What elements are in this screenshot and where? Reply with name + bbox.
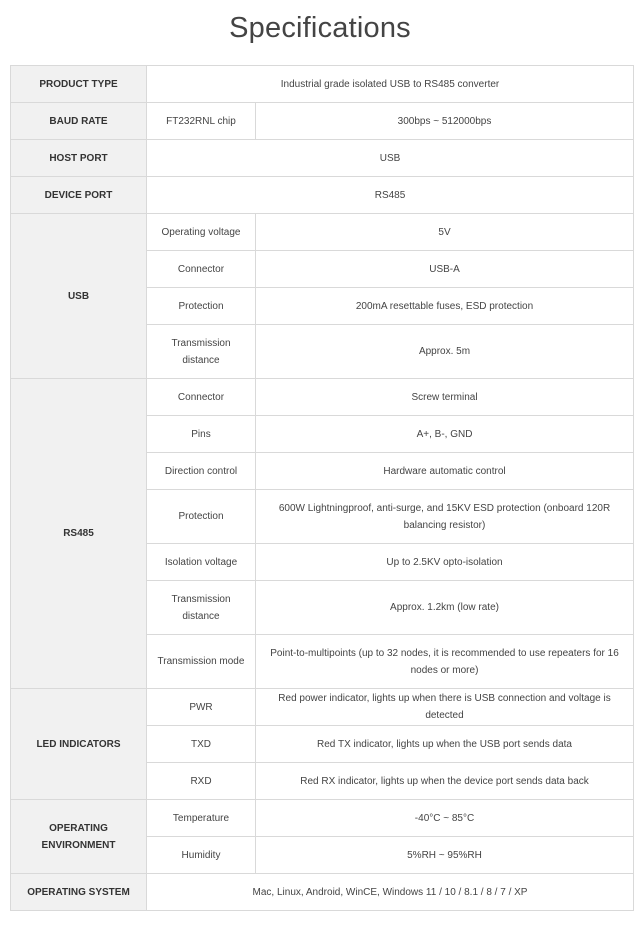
table-row bbox=[11, 874, 634, 911]
table-row bbox=[11, 214, 634, 251]
rs485-item-value: Approx. 1.2km (low rate) bbox=[256, 581, 634, 635]
usb-item-name: Connector bbox=[147, 251, 256, 288]
baud-rate-value: 300bps ~ 512000bps bbox=[256, 103, 634, 140]
usb-item-name: Transmission distance bbox=[147, 325, 256, 379]
row-header-rs485: RS485 bbox=[11, 379, 147, 689]
row-header-led-indicators: LED INDICATORS bbox=[11, 689, 147, 800]
usb-item-value: 200mA resettable fuses, ESD protection bbox=[256, 288, 634, 325]
usb-item-value: USB-A bbox=[256, 251, 634, 288]
table-row bbox=[11, 103, 634, 140]
table-row bbox=[11, 379, 634, 416]
row-header-operating-system: OPERATING SYSTEM bbox=[11, 874, 147, 911]
product-type-value: Industrial grade isolated USB to RS485 converter bbox=[147, 66, 634, 103]
rs485-item-name: Transmission distance bbox=[147, 581, 256, 635]
rs485-item-value: Screw terminal bbox=[256, 379, 634, 416]
rs485-item-value: Point-to-multipoints (up to 32 nodes, it is recommended to use repeaters for 16 nodes or more) bbox=[256, 635, 634, 689]
usb-item-name: Protection bbox=[147, 288, 256, 325]
led-item-value: Red RX indicator, lights up when the device port sends data back bbox=[256, 763, 634, 800]
rs485-item-value: Hardware automatic control bbox=[256, 453, 634, 490]
row-header-baud-rate: BAUD RATE bbox=[11, 103, 147, 140]
usb-item-value: Approx. 5m bbox=[256, 325, 634, 379]
specifications-table bbox=[10, 65, 634, 911]
led-item-value: Red TX indicator, lights up when the USB port sends data bbox=[256, 726, 634, 763]
environment-item-name: Temperature bbox=[147, 800, 256, 837]
table-row bbox=[11, 177, 634, 214]
led-item-name: PWR bbox=[147, 689, 256, 726]
row-header-device-port: DEVICE PORT bbox=[11, 177, 147, 214]
environment-item-name: Humidity bbox=[147, 837, 256, 874]
rs485-item-value: Up to 2.5KV opto-isolation bbox=[256, 544, 634, 581]
environment-item-value: -40°C ~ 85°C bbox=[256, 800, 634, 837]
table-row bbox=[11, 140, 634, 177]
led-item-name: TXD bbox=[147, 726, 256, 763]
led-item-name: RXD bbox=[147, 763, 256, 800]
environment-item-value: 5%RH ~ 95%RH bbox=[256, 837, 634, 874]
row-header-usb: USB bbox=[11, 214, 147, 379]
rs485-item-name: Connector bbox=[147, 379, 256, 416]
row-header-product-type: PRODUCT TYPE bbox=[11, 66, 147, 103]
rs485-item-value: 600W Lightningproof, anti-surge, and 15KV ESD protection (onboard 120R balancing resistor) bbox=[256, 490, 634, 544]
table-row bbox=[11, 689, 634, 726]
usb-item-value: 5V bbox=[256, 214, 634, 251]
operating-system-value: Mac, Linux, Android, WinCE, Windows 11 / 10 / 8.1 / 8 / 7 / XP bbox=[147, 874, 634, 911]
device-port-value: RS485 bbox=[147, 177, 634, 214]
usb-item-name: Operating voltage bbox=[147, 214, 256, 251]
row-header-operating-environment: OPERATING ENVIRONMENT bbox=[11, 800, 147, 874]
page-title: Specifications bbox=[229, 12, 411, 44]
rs485-item-name: Transmission mode bbox=[147, 635, 256, 689]
rs485-item-name: Pins bbox=[147, 416, 256, 453]
table-row bbox=[11, 800, 634, 837]
led-item-value: Red power indicator, lights up when there is USB connection and voltage is detected bbox=[256, 689, 634, 726]
rs485-item-value: A+, B-, GND bbox=[256, 416, 634, 453]
baud-rate-chip: FT232RNL chip bbox=[147, 103, 256, 140]
rs485-item-name: Protection bbox=[147, 490, 256, 544]
rs485-item-name: Direction control bbox=[147, 453, 256, 490]
rs485-item-name: Isolation voltage bbox=[147, 544, 256, 581]
host-port-value: USB bbox=[147, 140, 634, 177]
table-row bbox=[11, 66, 634, 103]
row-header-host-port: HOST PORT bbox=[11, 140, 147, 177]
